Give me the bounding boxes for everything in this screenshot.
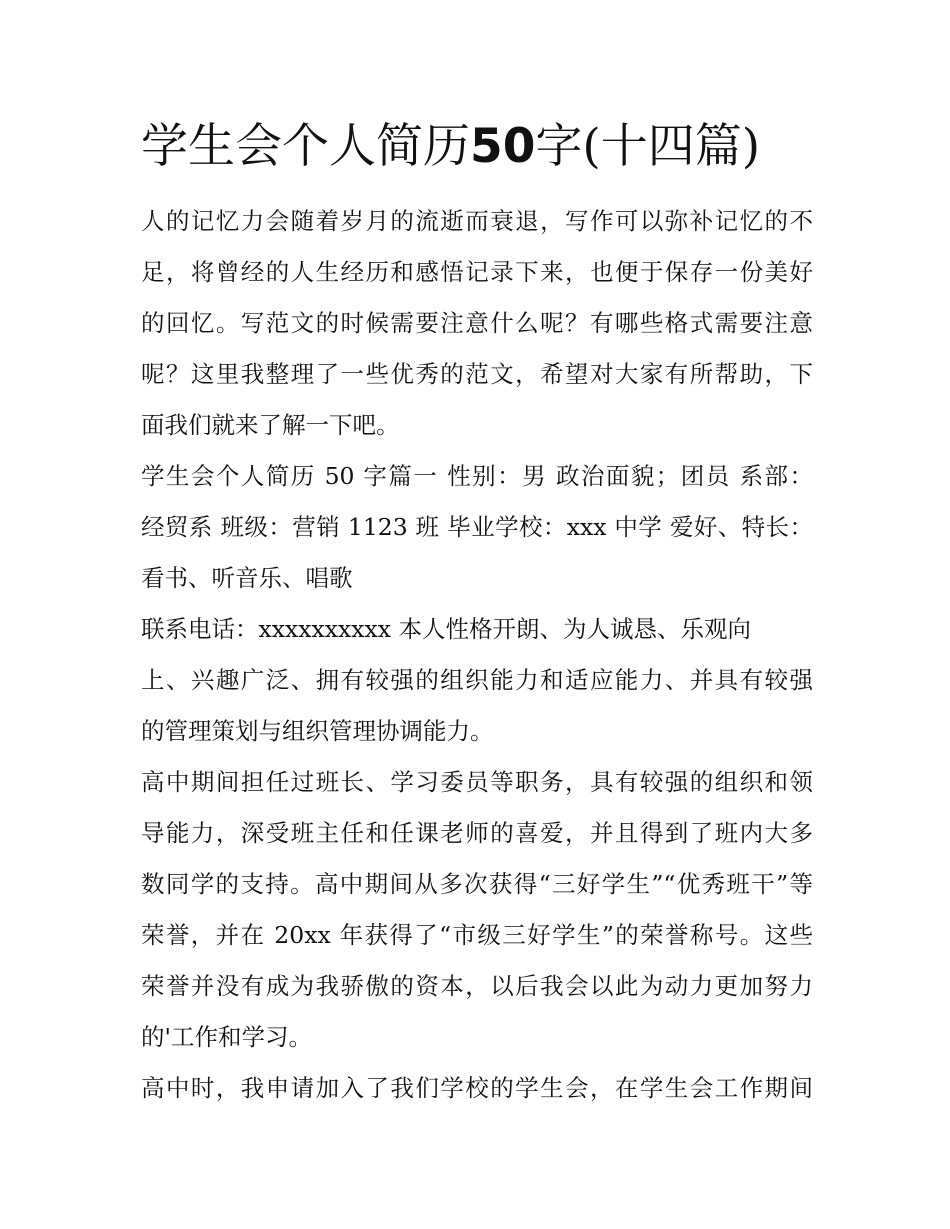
text-line: 的'工作和学习。	[141, 1023, 312, 1051]
text-line: 荣誉，并在 20xx 年获得了“市级三好学生”的荣誉称号。这些	[141, 921, 813, 949]
text-line: 荣誉并没有成为我骄傲的资本，以后我会以此为动力更加努力	[141, 972, 813, 1000]
text-line: 的回忆。写范文的时候需要注意什么呢？有哪些格式需要注意	[141, 309, 813, 337]
document-body	[141, 196, 813, 1114]
text-line: 呢？这里我整理了一些优秀的范文，希望对大家有所帮助，下	[141, 360, 813, 388]
text-line: 足，将曾经的人生经历和感悟记录下来，也便于保存一份美好	[141, 258, 813, 286]
text-line: 面我们就来了解一下吧。	[141, 411, 400, 439]
text-line: 人的记忆力会随着岁月的流逝而衰退，写作可以弥补记忆的不	[141, 207, 813, 235]
title-suffix: 字(十四篇)	[535, 119, 761, 174]
text-line: 学生会个人简历 50 字篇一 性别：男 政治面貌；团员 系部：	[141, 462, 813, 490]
text-line: 数同学的支持。高中期间从多次获得“三好学生”“优秀班干”等	[141, 870, 813, 898]
text-line: 高中时，我申请加入了我们学校的学生会，在学生会工作期间	[141, 1074, 813, 1102]
text-line: 高中期间担任过班长、学习委员等职务，具有较强的组织和领	[141, 768, 813, 796]
text-line: 上、兴趣广泛、拥有较强的组织能力和适应能力、并具有较强	[141, 666, 813, 694]
text-line: 导能力，深受班主任和任课老师的喜爱，并且得到了班内大多	[141, 819, 813, 847]
text-line: 看书、听音乐、唱歌	[141, 564, 353, 592]
page-title	[141, 112, 841, 182]
title-number: 50	[470, 119, 536, 174]
text-line: 联系电话：xxxxxxxxxx 本人性格开朗、为人诚恳、乐观向	[141, 615, 752, 643]
title-prefix: 学生会个人简历	[141, 119, 470, 174]
text-line: 的管理策划与组织管理协调能力。	[141, 717, 494, 745]
text-line: 经贸系 班级：营销 1123 班 毕业学校：xxx 中学 爱好、特长：	[141, 513, 813, 541]
